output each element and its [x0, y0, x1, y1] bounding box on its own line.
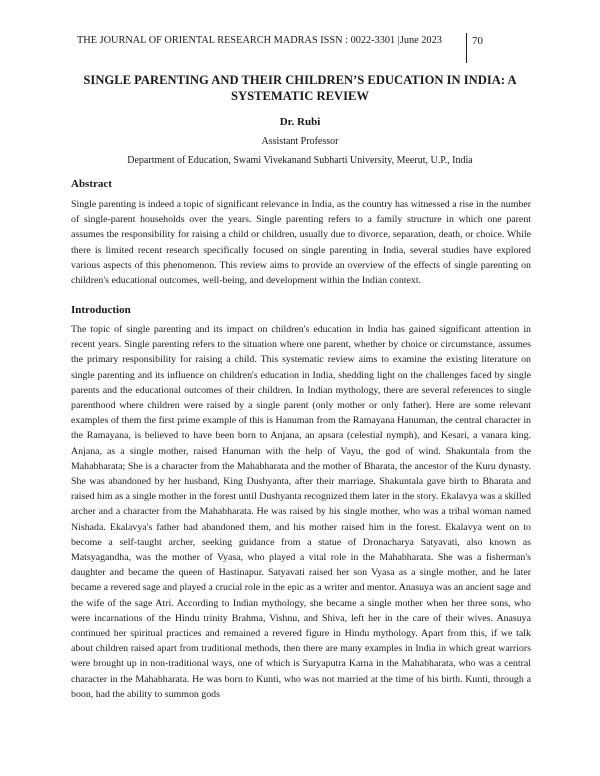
page-number: 70: [472, 35, 483, 47]
paper-title: SINGLE PARENTING AND THEIR CHILDREN’S EDUCATION IN INDIA: A SYSTEMATIC REVIEW: [83, 73, 517, 103]
journal-header: THE JOURNAL OF ORIENTAL RESEARCH MADRAS ISSN : 0022-3301 |June 2023: [77, 35, 442, 46]
author-affiliation: Department of Education, Swami Vivekanand Subharti University, Meerut, U.P., India: [127, 155, 473, 166]
author-role: Assistant Professor: [261, 136, 339, 147]
introduction-heading: Introduction: [71, 304, 131, 316]
running-header: [77, 33, 527, 63]
abstract-heading: Abstract: [71, 178, 112, 190]
header-divider: [466, 33, 467, 63]
abstract-text: Single parenting is indeed a topic of significant relevance in India, as the country has witnessed a rise in the number of single-parent households over the years. Single parenting refers to a family structure in which one parent assumes the responsibility for raising a child or children, usually due to divorce, separation, death, or choice. While there is limited recent research specifically focused on single parenting in India, several studies have explored various aspects of this phenomenon. This review aims to provide an overview of the effects of single parenting on children's educational outcomes, well-being, and development within the Indian context.: [71, 199, 531, 287]
introduction-text: The topic of single parenting and its impact on children's education in India has gained significant attention in recent years. Single parenting refers to the situation where one parent, whether by choice or circumstance, assumes the primary responsibility for raising a child. This systematic review aims to examine the existing literature on single parenting and its influence on children's education in India, shedding light on the challenges faced by single parents and the educational outcomes of their children. In Indian mythology, there are several references to single parenthood where children were raised by a single parent (only mother or only father). Here are some relevant examples of them the first prime example of this is Hanuman from the Ramayana Hanuman, the central character in the Ramayana, is believed to have been born to Anjana, an apsara (celestial nymph), and Kesari, a vanara king. Anjana, as a single mother, raised Hanuman with the help of Vayu, the god of wind. Shakuntala from the Mahabharata; She is a character from the Mahabharata and the mother of Bharata, the ancestor of the Kuru dynasty. She was abandoned by her husband, King Dushyanta, after their marriage. Shakuntala gave birth to Bharata and raised him as a single mother in the forest until Dushyanta recognized them later in the story. Ekalavya was a skilled archer and a character from the Mahabharata. He was raised by his single mother, who was a tribal woman named Nishada. Ekalavya's father had abandoned them, and his mother raised him in the forest. Ekalavya went on to become a self-taught archer, seeking guidance from a statue of Dronacharya Satyavati, also known as Matsyagandha, was the mother of Vyasa, who played a vital role in the Mahabharata. She was a fisherman's daughter and became the queen of Hastinapur. Satyavati raised her son Vyasa as a single mother, and he later became a revered sage and played a crucial role in the epic as a writer and mentor. Anasuya was an ancient sage and the wife of the sage Atri. According to Indian mythology, she became a single mother when her three sons, who were incarnations of the Hindu trinity Brahma, Vishnu, and Shiva, left her in the care of their wives. Anasuya continued her spiritual practices and remained a revered figure in Hindu mythology. Apart from this, if we talk about children raised apart from traditional methods, then there are many examples in India in which great warriors were brought up in non-traditional ways, one of which is Suryaputra Karna in the Mahabharata, who was a central character in the Mahabharata. He was born to Kunti, who was not married at the time of his birth. Kunti, through a boon, had the ability to summon gods: [71, 324, 531, 700]
author-name: Dr. Rubi: [279, 116, 321, 128]
